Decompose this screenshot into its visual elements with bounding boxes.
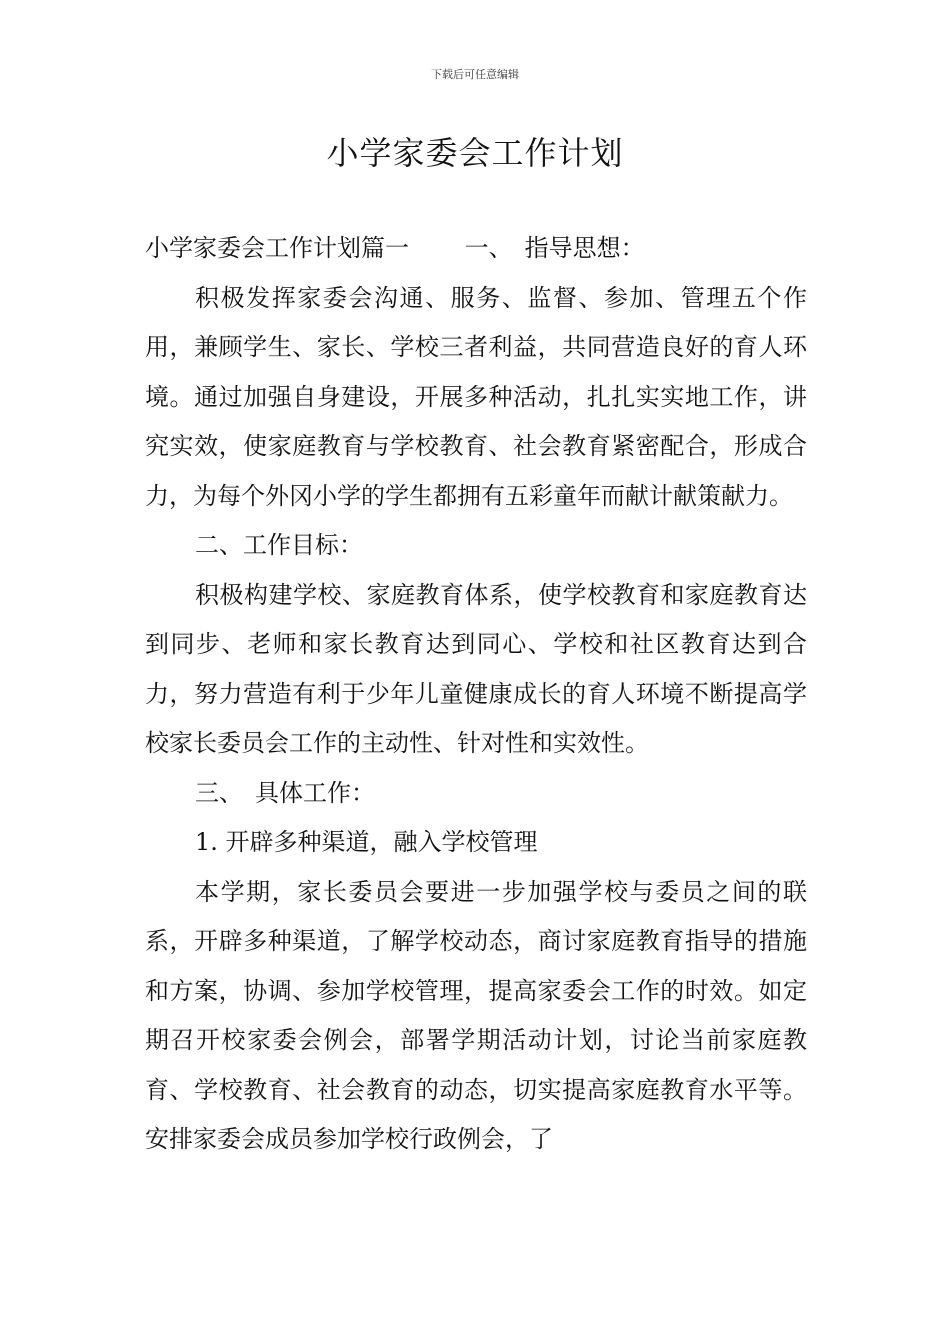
paragraph-work-goals: 积极构建学校、家庭教育体系，使学校教育和家庭教育达到同步、老师和家长教育达到同心、学校和社区教育达到合力，努力营造有利于少年儿童健康成长的育人环境不断提高学校家长委员会工作的主动性、针对性和实效性。 (145, 580, 807, 757)
heading-work-goals: 二、工作目标： (195, 531, 363, 559)
document-body (145, 224, 807, 1165)
header-note: 下载后可任意编辑 (431, 68, 519, 81)
paragraph-item-1: 本学期，家长委员会要进一步加强学校与委员之间的联系，开辟多种渠道，了解学校动态，商讨家庭教育指导的措施和方案，协调、参加学校管理，提高家委会工作的时效。如定期召开校家委会例会，部署学期活动计划，讨论当前家庭教育、学校教育、社会教育的动态，切实提高家庭教育水平等。安排家委会成员参加学校行政例会，了 (145, 877, 807, 1153)
heading-item-1: 1. 开辟多种渠道，融入学校管理 (195, 828, 538, 856)
heading-specific-work: 三、 具体工作： (195, 778, 375, 807)
document-title: 小学家委会工作计划 (326, 134, 624, 172)
paragraph-guiding-thought: 积极发挥家委会沟通、服务、监督、参加、管理五个作用，兼顾学生、家长、学校三者利益，共同营造良好的育人环境。通过加强自身建设，开展多种活动，扎扎实实地工作，讲究实效，使家庭教育与学校教育、社会教育紧密配合，形成合力，为每个外冈小学的学生都拥有五彩童年而献计献策献力。 (145, 283, 807, 510)
paragraph-intro: 小学家委会工作计划篇一 一、 指导思想： (145, 234, 645, 262)
